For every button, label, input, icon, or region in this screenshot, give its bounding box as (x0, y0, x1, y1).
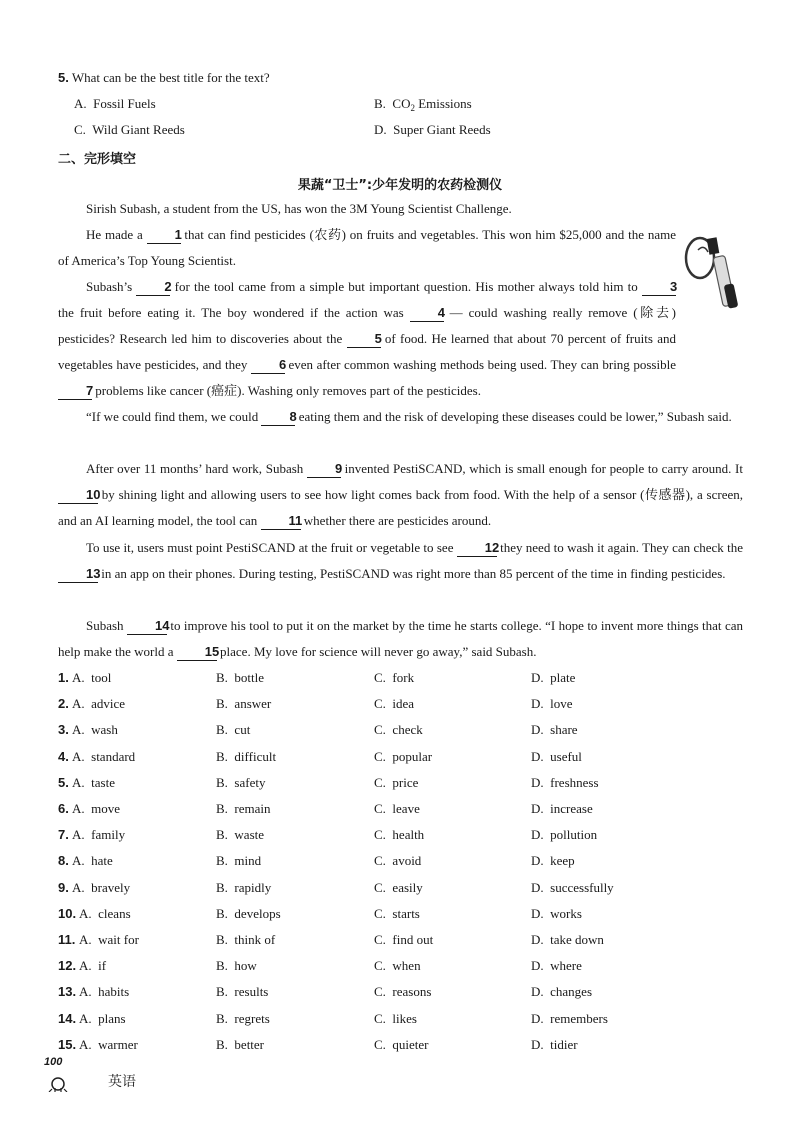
option-text: bottle (234, 670, 265, 685)
question-12-option-a[interactable] (79, 958, 106, 974)
q5-option-b-rest: Emissions (414, 96, 472, 111)
question-1-option-c[interactable] (374, 670, 414, 686)
question-15-option-d[interactable] (531, 1037, 578, 1053)
blank-10[interactable]: 10 (58, 487, 98, 504)
q5-option-a-letter: A. (74, 96, 87, 111)
option-letter: B. (216, 775, 228, 790)
question-9-option-a[interactable] (72, 880, 130, 896)
paragraph-6-text-b: they need to wash it again. They can check the (496, 540, 743, 555)
question-1-option-d[interactable] (531, 670, 575, 686)
question-2-option-c[interactable] (374, 696, 414, 712)
question-number: 4. (58, 749, 69, 764)
question-number: 8. (58, 853, 69, 868)
option-text: results (234, 984, 269, 999)
question-12-option-d[interactable] (531, 958, 582, 974)
q5-option-d-letter: D. (374, 122, 387, 137)
question-13-option-a[interactable] (79, 984, 129, 1000)
article-title: 果蔬“卫士”:少年发明的农药检测仪 (297, 178, 503, 193)
q5-option-b-letter: B. (374, 96, 386, 111)
paragraph-5-text-c: by shining light and allowing users to see how light comes back from food. With the help of a sensor (传感器), a screen, and an AI learning model, the tool can (58, 487, 743, 528)
blank-7[interactable]: 7 (58, 383, 92, 400)
option-text: think of (234, 932, 276, 947)
option-letter: A. (79, 1037, 92, 1052)
option-letter: A. (72, 801, 85, 816)
question-4-option-a[interactable] (72, 749, 135, 765)
option-letter: B. (216, 932, 228, 947)
option-text: love (550, 696, 573, 711)
option-letter: D. (531, 1037, 544, 1052)
option-text: reasons (392, 984, 432, 999)
question-1-option-a[interactable] (72, 670, 111, 686)
option-text: move (91, 801, 121, 816)
question-15-option-a[interactable] (79, 1037, 138, 1053)
option-letter: A. (72, 722, 85, 737)
option-letter: D. (531, 984, 544, 999)
option-letter: D. (531, 801, 544, 816)
question-8-option-b[interactable] (216, 853, 261, 869)
option-text: idea (392, 696, 415, 711)
option-text: price (392, 775, 419, 790)
paragraph-5-text-d: whether there are pesticides around. (300, 513, 492, 528)
option-text: tidier (550, 1037, 578, 1052)
option-text: habits (98, 984, 130, 999)
question-number: 3. (58, 722, 69, 737)
q5-option-b-subscript: 2 (410, 103, 415, 113)
paragraph-7-text-b: to improve his tool to put it on the market by the time he starts college. “I hope to invent more things that can help make the world a (58, 618, 743, 659)
question-9-option-b[interactable] (216, 880, 271, 896)
blank-11[interactable]: 11 (261, 513, 301, 530)
q5-number: 5. (58, 70, 69, 85)
option-letter: D. (531, 1011, 544, 1026)
option-letter: D. (531, 670, 544, 685)
paragraph-3-text-c: the fruit before eating it. The boy wondered if the action was (58, 305, 410, 320)
option-letter: B. (216, 670, 228, 685)
question-5-option-a[interactable] (72, 775, 115, 791)
q5-question (58, 70, 270, 86)
option-text: answer (234, 696, 272, 711)
question-12-option-c[interactable] (374, 958, 421, 974)
option-text: remembers (550, 1011, 608, 1026)
blank-9[interactable]: 9 (307, 461, 341, 478)
paragraph-4-text-b: eating them and the risk of developing these diseases could be lower,” Subash said. (295, 409, 732, 424)
question-number: 9. (58, 880, 69, 895)
question-7-option-d[interactable] (531, 827, 597, 843)
paragraph-3-text-d: — could washing really remove (除去) pesticides? Research led him to discoveries about the (58, 305, 676, 346)
option-text: fork (392, 670, 415, 685)
question-9-option-c[interactable] (374, 880, 423, 896)
paragraph-1 (58, 196, 743, 222)
option-letter: D. (531, 827, 544, 842)
option-letter: D. (531, 932, 544, 947)
option-text: starts (392, 906, 420, 921)
option-letter: C. (374, 696, 386, 711)
question-4-option-d[interactable] (531, 749, 582, 765)
question-4-option-c[interactable] (374, 749, 432, 765)
option-letter: D. (531, 722, 544, 737)
question-6-option-b[interactable] (216, 801, 271, 817)
paragraph-2-text-a: He made a (86, 227, 147, 242)
option-letter: D. (531, 853, 544, 868)
question-10-option-b[interactable] (216, 906, 281, 922)
question-11-option-c[interactable] (374, 932, 433, 948)
option-letter: C. (374, 906, 386, 921)
question-10-option-a[interactable] (79, 906, 131, 922)
option-text: tool (91, 670, 112, 685)
paragraph-2-text-b: that can find pesticides (农药) on fruits and vegetables. This won him $25,000 and the name of America’s Top Young Scientist. (58, 227, 676, 268)
option-text: waste (234, 827, 265, 842)
option-text: share (550, 722, 578, 737)
question-number: 6. (58, 801, 69, 816)
option-text: plate (550, 670, 576, 685)
question-3-option-a[interactable] (72, 722, 118, 738)
question-5-option-b[interactable] (216, 775, 265, 791)
question-number: 5. (58, 775, 69, 790)
q5-option-d-text: Super Giant Reeds (393, 122, 491, 137)
question-13-option-d[interactable] (531, 984, 592, 1000)
blank-15[interactable]: 15 (177, 644, 217, 661)
option-text: increase (550, 801, 593, 816)
option-letter: A. (79, 1011, 92, 1026)
option-letter: A. (79, 984, 92, 999)
option-text: useful (550, 749, 582, 764)
question-3-option-c[interactable] (374, 722, 423, 738)
option-text: pollution (550, 827, 598, 842)
blank-2[interactable]: 2 (136, 279, 170, 296)
option-letter: A. (72, 827, 85, 842)
option-letter: C. (374, 722, 386, 737)
question-14-option-c[interactable] (374, 1011, 417, 1027)
option-text: cut (234, 722, 251, 737)
option-letter: B. (216, 984, 228, 999)
option-letter: C. (374, 801, 386, 816)
option-letter: C. (374, 1037, 386, 1052)
option-text: difficult (234, 749, 277, 764)
option-letter: A. (79, 906, 92, 921)
paragraph-3-text-b: for the tool came from a simple but important question. His mother always told him to (170, 279, 642, 294)
option-text: take down (550, 932, 604, 947)
question-number: 7. (58, 827, 69, 842)
question-15-option-b[interactable] (216, 1037, 264, 1053)
paragraph-3-text-e: of food. He learned that about 70 percent of fruits and vegetables have pesticides, and they (58, 331, 676, 372)
option-letter: C. (374, 984, 386, 999)
question-number: 12. (58, 958, 77, 973)
option-text: quieter (392, 1037, 429, 1052)
question-10-option-c[interactable] (374, 906, 420, 922)
option-letter: A. (72, 749, 85, 764)
option-text: wash (91, 722, 118, 737)
option-letter: C. (374, 932, 386, 947)
option-letter: A. (72, 853, 85, 868)
blank-12[interactable]: 12 (457, 540, 497, 557)
option-letter: D. (531, 775, 544, 790)
option-letter: C. (374, 958, 386, 973)
option-letter: B. (216, 722, 228, 737)
option-text: find out (392, 932, 434, 947)
option-letter: C. (374, 670, 386, 685)
option-text: how (234, 958, 257, 973)
option-letter: A. (79, 932, 92, 947)
option-letter: B. (216, 749, 228, 764)
question-3-option-b[interactable] (216, 722, 250, 738)
option-text: rapidly (234, 880, 272, 895)
question-5-option-d[interactable] (531, 775, 599, 791)
question-5-option-c[interactable] (374, 775, 418, 791)
q5-option-b[interactable] (374, 96, 472, 113)
paragraph-7-text-c: place. My love for science will never go away,” said Subash. (216, 644, 537, 659)
blank-1[interactable]: 1 (147, 227, 181, 244)
blank-8[interactable]: 8 (261, 409, 295, 426)
question-11-option-a[interactable] (79, 932, 139, 948)
q5-option-a[interactable] (74, 96, 156, 112)
question-12-option-b[interactable] (216, 958, 257, 974)
option-letter: A. (72, 775, 85, 790)
option-letter: D. (531, 696, 544, 711)
paragraph-5-text-a: After over 11 months’ hard work, Subash (86, 461, 307, 476)
option-letter: B. (216, 827, 228, 842)
paragraph-3 (58, 274, 676, 404)
option-letter: A. (72, 696, 85, 711)
footer-subject: 英语 (108, 1074, 136, 1090)
question-4-option-b[interactable] (216, 749, 276, 765)
section-heading: 二、完形填空 (58, 152, 137, 167)
question-8-option-d[interactable] (531, 853, 575, 869)
option-letter: A. (79, 958, 92, 973)
option-text: plans (98, 1011, 126, 1026)
option-text: warmer (98, 1037, 138, 1052)
paragraph-6 (58, 535, 743, 587)
option-letter: C. (374, 775, 386, 790)
brush-illustration-icon (678, 232, 748, 312)
question-6-option-d[interactable] (531, 801, 593, 817)
question-number: 1. (58, 670, 69, 685)
paragraph-5 (58, 456, 743, 534)
option-text: better (234, 1037, 265, 1052)
paragraph-6-text-c: in an app on their phones. During testing, PestiSCAND was right more than 85 percent of the time in finding pesticides. (98, 566, 726, 581)
question-3-option-d[interactable] (531, 722, 578, 738)
question-2-option-a[interactable] (72, 696, 125, 712)
question-number: 14. (58, 1011, 77, 1026)
option-text: safety (234, 775, 266, 790)
question-14-option-d[interactable] (531, 1011, 608, 1027)
paragraph-7-text-a: Subash (86, 618, 127, 633)
option-letter: C. (374, 749, 386, 764)
option-text: changes (550, 984, 593, 999)
option-text: leave (392, 801, 420, 816)
question-15-option-c[interactable] (374, 1037, 429, 1053)
question-6-option-a[interactable] (72, 801, 120, 817)
question-14-option-b[interactable] (216, 1011, 270, 1027)
option-text: advice (91, 696, 126, 711)
question-number: 10. (58, 906, 77, 921)
option-letter: B. (216, 1037, 228, 1052)
option-letter: B. (216, 906, 228, 921)
q5-text: What can be the best title for the text? (71, 70, 270, 85)
option-letter: D. (531, 958, 544, 973)
blank-3[interactable]: 3 (642, 279, 676, 296)
option-text: avoid (392, 853, 422, 868)
question-number: 11. (58, 932, 76, 947)
option-letter: B. (216, 853, 228, 868)
option-text: when (392, 958, 421, 973)
option-letter: D. (531, 880, 544, 895)
blank-4[interactable]: 4 (410, 305, 444, 322)
option-text: wait for (98, 932, 139, 947)
option-letter: C. (374, 827, 386, 842)
question-1-option-b[interactable] (216, 670, 264, 686)
question-13-option-c[interactable] (374, 984, 431, 1000)
option-text: freshness (550, 775, 599, 790)
paragraph-2 (58, 222, 676, 274)
option-letter: C. (374, 1011, 386, 1026)
blank-5[interactable]: 5 (347, 331, 381, 348)
option-text: develops (234, 906, 281, 921)
page-number: 100 (44, 1056, 63, 1068)
option-text: hate (91, 853, 113, 868)
question-13-option-b[interactable] (216, 984, 268, 1000)
q5-option-b-text: CO (392, 96, 411, 111)
option-text: easily (392, 880, 423, 895)
option-text: standard (91, 749, 136, 764)
question-10-option-d[interactable] (531, 906, 582, 922)
option-letter: C. (374, 880, 386, 895)
option-letter: B. (216, 880, 228, 895)
option-text: check (392, 722, 423, 737)
option-letter: B. (216, 696, 228, 711)
option-text: where (550, 958, 582, 973)
paragraph-3-text-f: even after common washing methods being used. They can bring possible (284, 357, 676, 372)
question-8-option-c[interactable] (374, 853, 421, 869)
option-letter: D. (531, 749, 544, 764)
q5-option-a-text: Fossil Fuels (93, 96, 156, 111)
paragraph-4 (58, 404, 743, 430)
option-text: keep (550, 853, 575, 868)
q5-option-c-letter: C. (74, 122, 86, 137)
question-6-option-c[interactable] (374, 801, 420, 817)
question-2-option-b[interactable] (216, 696, 271, 712)
option-text: likes (392, 1011, 417, 1026)
option-letter: B. (216, 958, 228, 973)
option-text: works (550, 906, 582, 921)
q5-option-d[interactable] (374, 122, 491, 138)
blank-14[interactable]: 14 (127, 618, 167, 635)
option-letter: B. (216, 801, 228, 816)
option-text: successfully (550, 880, 614, 895)
option-text: regrets (234, 1011, 270, 1026)
question-7-option-a[interactable] (72, 827, 125, 843)
blank-6[interactable]: 6 (251, 357, 285, 374)
option-text: mind (234, 853, 262, 868)
option-letter: C. (374, 853, 386, 868)
option-text: remain (234, 801, 271, 816)
option-letter: A. (72, 880, 85, 895)
paragraph-3-text-g: problems like cancer (癌症). Washing only removes part of the pesticides. (92, 383, 481, 398)
paragraph-4-text-a: “If we could find them, we could (86, 409, 262, 424)
question-number: 15. (58, 1037, 77, 1052)
paragraph-5-text-b: invented PestiSCAND, which is small enough for people to carry around. It (340, 461, 743, 476)
question-11-option-b[interactable] (216, 932, 275, 948)
option-letter: A. (72, 670, 85, 685)
option-text: family (91, 827, 126, 842)
question-number: 13. (58, 984, 77, 999)
paragraph-1-text: Sirish Subash, a student from the US, has won the 3M Young Scientist Challenge. (86, 201, 512, 216)
option-text: cleans (98, 906, 131, 921)
option-text: if (98, 958, 107, 973)
question-number: 2. (58, 696, 69, 711)
option-letter: D. (531, 906, 544, 921)
paragraph-3-text-a: Subash’s (86, 279, 137, 294)
option-text: popular (392, 749, 433, 764)
q5-option-c[interactable] (74, 122, 185, 138)
question-7-option-b[interactable] (216, 827, 264, 843)
option-text: bravely (91, 880, 131, 895)
q5-option-c-text: Wild Giant Reeds (92, 122, 185, 137)
paragraph-7 (58, 613, 743, 665)
question-11-option-d[interactable] (531, 932, 604, 948)
blank-13[interactable]: 13 (58, 566, 98, 583)
option-letter: B. (216, 1011, 228, 1026)
question-9-option-d[interactable] (531, 880, 614, 896)
question-2-option-d[interactable] (531, 696, 573, 712)
question-14-option-a[interactable] (79, 1011, 126, 1027)
question-8-option-a[interactable] (72, 853, 113, 869)
option-text: health (392, 827, 425, 842)
question-7-option-c[interactable] (374, 827, 424, 843)
option-text: taste (91, 775, 115, 790)
paragraph-6-text-a: To use it, users must point PestiSCAND at the fruit or vegetable to see (86, 540, 457, 555)
